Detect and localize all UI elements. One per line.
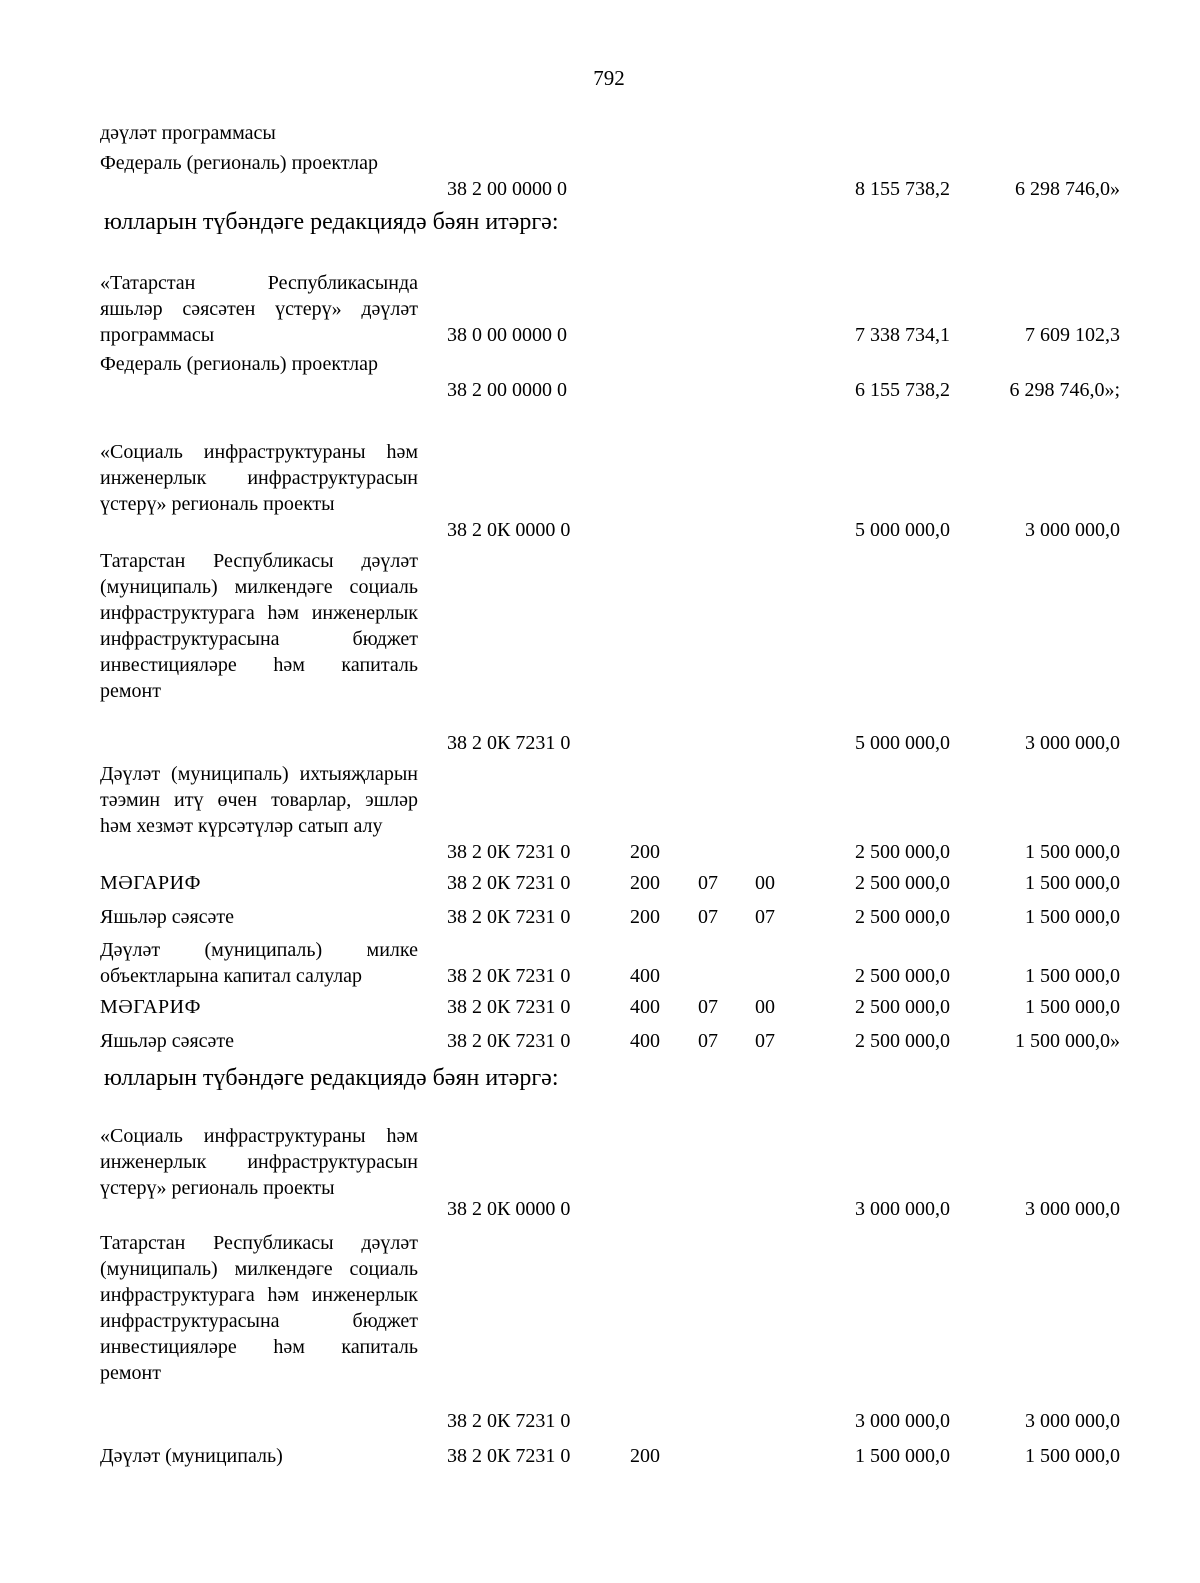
row-name: Яшьлəр сəясəте (100, 906, 235, 928)
amount-year-1: 2 500 000,0 (855, 1030, 950, 1052)
row-name: Дəүлəт (муниципаль) (100, 1445, 283, 1467)
amount-year-2: 1 500 000,0» (1015, 1030, 1120, 1052)
instruction-text: юлларын түбəндəге редакциядə бəян итəргə: (104, 1065, 559, 1091)
amount-year-1: 2 500 000,0 (855, 906, 950, 928)
row-name: «Социаль инфраструктураны һəм инженерлык инфраструктурасын үстерү» региональ проекты (100, 1125, 418, 1199)
row-name: Яшьлəр сəясəте (100, 1030, 235, 1052)
target-code: 38 2 0К 0000 0 (447, 1198, 571, 1220)
row-name: Федераль (региональ) проектлар (100, 353, 378, 375)
amount-year-1: 2 500 000,0 (855, 996, 950, 1018)
amount-year-2: 3 000 000,0 (1025, 1410, 1120, 1432)
target-code: 38 2 0К 7231 0 (447, 1445, 571, 1467)
row-name: МƏГАРИФ (100, 996, 201, 1018)
target-code: 38 2 00 0000 0 (447, 178, 567, 200)
amount-year-1: 5 000 000,0 (855, 519, 950, 541)
amount-year-1: 3 000 000,0 (855, 1410, 950, 1432)
target-code: 38 2 0К 7231 0 (447, 996, 571, 1018)
amount-year-1: 7 338 734,1 (855, 324, 950, 346)
row-name: Дəүлəт (муниципаль) милке объектларына капитал салулар (100, 939, 418, 987)
target-code: 38 2 00 0000 0 (447, 379, 567, 401)
amount-year-2: 6 298 746,0» (1015, 178, 1120, 200)
expense-type: 200 (630, 1445, 660, 1467)
amount-year-1: 2 500 000,0 (855, 872, 950, 894)
amount-year-2: 6 298 746,0»; (1009, 379, 1120, 401)
instruction-text: юлларын түбəндəге редакциядə бəян итəргə: (104, 209, 559, 235)
target-code: 38 2 0К 7231 0 (447, 906, 571, 928)
target-code: 38 2 0К 7231 0 (447, 1030, 571, 1052)
target-code: 38 2 0К 7231 0 (447, 841, 571, 863)
subsection-code: 07 (755, 1030, 775, 1052)
row-name: Татарстан Республикасы дəүлəт (муниципаль) милкендəге социаль инфраструктурага һəм инженерлык инфраструктурасына бюджет инвестициялəре һəм капиталь ремонт (100, 1232, 418, 1384)
section-code: 07 (698, 872, 718, 894)
subsection-code: 07 (755, 906, 775, 928)
section-code: 07 (698, 1030, 718, 1052)
amount-year-2: 7 609 102,3 (1025, 324, 1120, 346)
amount-year-1: 5 000 000,0 (855, 732, 950, 754)
row-name: Татарстан Республикасы дəүлəт (муниципаль) милкендəге социаль инфраструктурага һəм инженерлык инфраструктурасына бюджет инвестициялəре һəм капиталь ремонт (100, 550, 418, 702)
target-code: 38 2 0К 7231 0 (447, 965, 571, 987)
amount-year-2: 1 500 000,0 (1025, 841, 1120, 863)
target-code: 38 2 0К 7231 0 (447, 1410, 571, 1432)
section-code: 07 (698, 996, 718, 1018)
expense-type: 200 (630, 841, 660, 863)
row-name: дəүлəт программасы (100, 122, 276, 144)
amount-year-1: 6 155 738,2 (855, 379, 950, 401)
expense-type: 200 (630, 872, 660, 894)
amount-year-1: 8 155 738,2 (855, 178, 950, 200)
amount-year-1: 2 500 000,0 (855, 965, 950, 987)
amount-year-2: 1 500 000,0 (1025, 906, 1120, 928)
row-name: «Татарстан Республикасында яшьлəр сəясəтен үстерү» дəүлəт программасы (100, 272, 418, 346)
page-number: 792 (593, 66, 625, 90)
target-code: 38 2 0К 7231 0 (447, 732, 571, 754)
row-name: «Социаль инфраструктураны һəм инженерлык инфраструктурасын үстерү» региональ проекты (100, 441, 418, 515)
row-name: МƏГАРИФ (100, 872, 201, 894)
amount-year-2: 1 500 000,0 (1025, 965, 1120, 987)
expense-type: 400 (630, 996, 660, 1018)
amount-year-2: 1 500 000,0 (1025, 996, 1120, 1018)
expense-type: 400 (630, 1030, 660, 1052)
amount-year-1: 3 000 000,0 (855, 1198, 950, 1220)
section-code: 07 (698, 906, 718, 928)
target-code: 38 0 00 0000 0 (447, 324, 567, 346)
amount-year-2: 1 500 000,0 (1025, 872, 1120, 894)
subsection-code: 00 (755, 996, 775, 1018)
amount-year-2: 3 000 000,0 (1025, 519, 1120, 541)
expense-type: 200 (630, 906, 660, 928)
expense-type: 400 (630, 965, 660, 987)
amount-year-1: 2 500 000,0 (855, 841, 950, 863)
amount-year-1: 1 500 000,0 (855, 1445, 950, 1467)
amount-year-2: 3 000 000,0 (1025, 1198, 1120, 1220)
amount-year-2: 1 500 000,0 (1025, 1445, 1120, 1467)
amount-year-2: 3 000 000,0 (1025, 732, 1120, 754)
subsection-code: 00 (755, 872, 775, 894)
target-code: 38 2 0К 0000 0 (447, 519, 571, 541)
row-name: Дəүлəт (муниципаль) ихтыяҗларын тəэмин итү өчен товарлар, эшлəр һəм хезмəт күрсəтүлəр сатып алу (100, 763, 418, 837)
target-code: 38 2 0К 7231 0 (447, 872, 571, 894)
row-name: Федераль (региональ) проектлар (100, 152, 378, 174)
